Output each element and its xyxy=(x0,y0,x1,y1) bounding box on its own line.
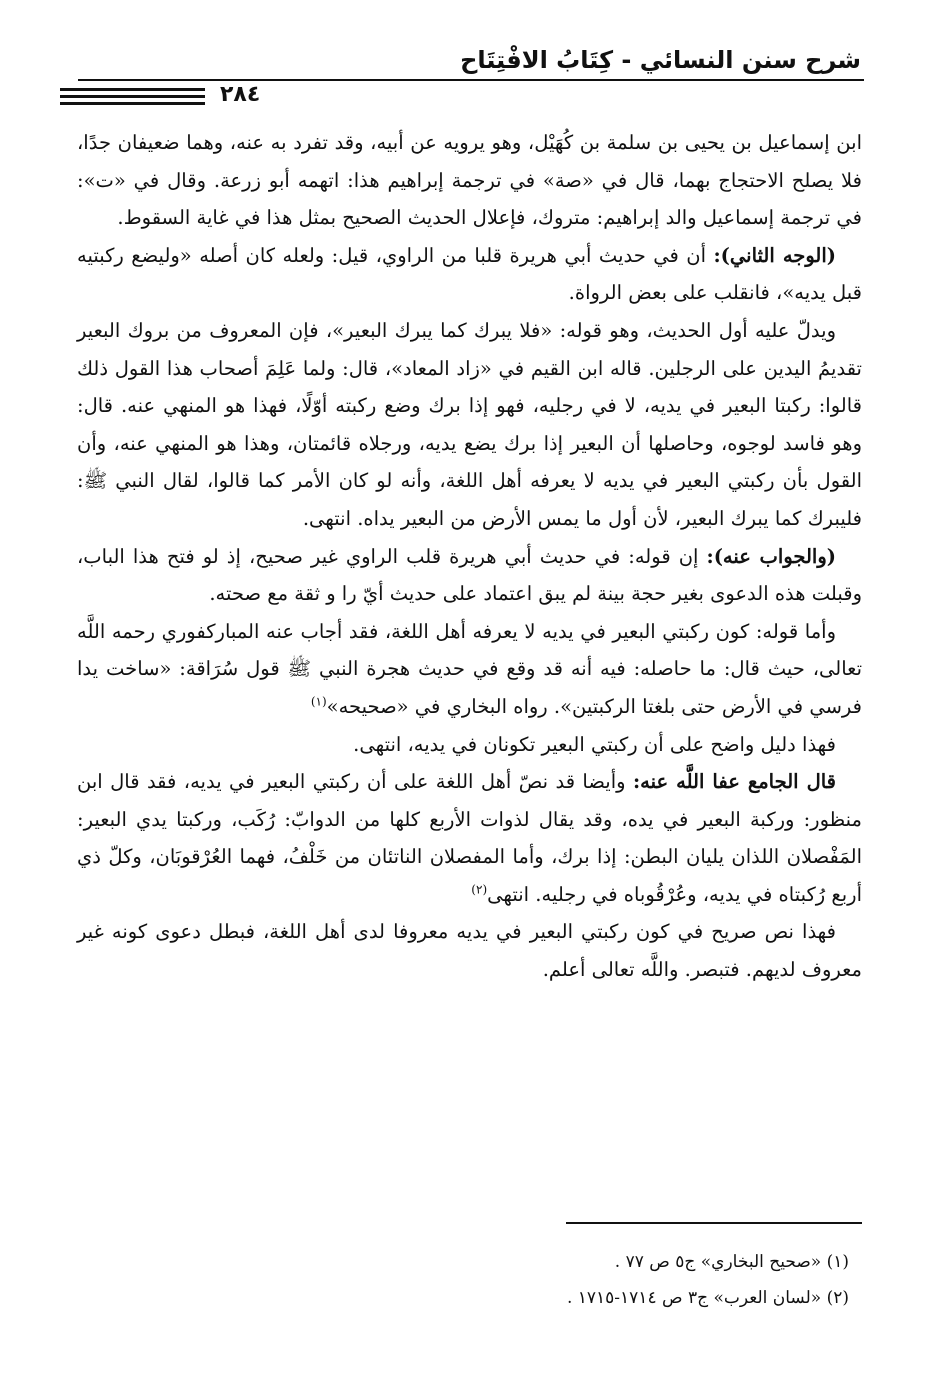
paragraph-4 xyxy=(77,538,862,613)
footnote-ref-2: (٢) xyxy=(471,882,488,897)
paragraph-2-lead: (الوجه الثاني): xyxy=(713,243,836,267)
page-number-block xyxy=(60,82,305,112)
paragraph-2 xyxy=(77,237,862,312)
paragraph-5-text: وأما قوله: كون ركبتي البعير في يديه لا يعرفه أهل اللغة، فقد أجاب عنه المباركفوري رحمه اللَّه تعالى، حيث قال: ما حاصله: فيه أنه قد وقع في حديث هجرة النبي ﷺ قول سُرَاقة: «ساخت يدا فرسي في الأرض حتى بلغتا الركبتين». رواه البخاري في «صحيحه» xyxy=(77,619,862,718)
footnotes xyxy=(567,1244,849,1316)
footnote-ref-1: (١) xyxy=(310,694,327,709)
page-number-ornament xyxy=(60,88,205,109)
paragraph-7-text: وأيضا قد نصّ أهل اللغة على أن ركبتي البعير في يديه، فقد قال ابن منظور: وركبة البعير في يده، وقد يقال لذوات الأربع كلها من الدوابّ: رُكَب، وركبتا يدي البعير: المَفْصلان اللذان يليان البطن: إذا برك، وأما المفصلان الناتئان من خَلْفُ، فهما العُرْقوبَان، وكلّ ذي أربع رُكبتاه في يديه، وعُرْقُوباه في رجليه. انتهى xyxy=(77,770,862,906)
paragraph-6: فهذا دليل واضح على أن ركبتي البعير تكونان في يديه، انتهى. xyxy=(353,732,836,756)
footnote-rule xyxy=(566,1222,862,1224)
paragraph-1: ابن إسماعيل بن يحيى بن سلمة بن كُهَيْل، وهو يرويه عن أبيه، وقد تفرد به عنه، وهما ضعيفان جدًا، فلا يصلح الاحتجاج بهما، قال في «صة» في ترجمة إبراهيم هذا: اتهمه أبو زرعة. وقال في «ت»: في ترجمة إسماعيل والد إبراهيم: متروك، فإعلال الحديث الصحيح بمثل هذا في غاية السقوط. xyxy=(77,131,862,230)
paragraph-4-text: إن قوله: في حديث أبي هريرة قلب الراوي غير صحيح، إذ لو فتح هذا الباب، وقبلت هذه الدعوى بغير حجة بينة لم يبق اعتماد على حديث أيّ را و ثقة مع صحته. xyxy=(77,544,862,606)
paragraph-4-lead: (والجواب عنه): xyxy=(706,544,836,568)
footnote-2: (٢) «لسان العرب» ج٣ ص ١٧١٤-١٧١٥ . xyxy=(566,1288,849,1308)
paragraph-7 xyxy=(77,763,862,913)
running-head-title: شرح سنن النسائي - كِتَابُ الافْتِتَاح xyxy=(460,46,861,74)
body-text xyxy=(77,124,862,989)
footnote-1: (١) «صحيح البخاري» ج٥ ص ٧٧ . xyxy=(614,1252,849,1272)
paragraph-5 xyxy=(77,613,862,726)
paragraph-3: ويدلّ عليه أول الحديث، وهو قوله: «فلا يبرك كما يبرك البعير»، فإن المعروف من بروك البعير تقديمُ اليدين على الرجلين. قاله ابن القيم في «زاد المعاد»، قال: ولما عَلِمَ أصحاب هذا القول ذلك قالوا: ركبتا البعير في يديه، لا في رجليه، فهو إذا برك وضع ركبته أوّلًا، فهذا هو المنهي عنه. قال: وهو فاسد لوجوه، وحاصلها أن البعير إذا برك يضع يديه، ورجلاه قائمتان، وهذا هو المنهي عنه، وأن القول بأن ركبتي البعير في يديه لا يعرفه أهل اللغة، وأنه لو كان الأمر كما قالوا، لقال النبي ﷺ: فليبرك كما يبرك البعير، لأن أول ما يمس الأرض من البعير يداه. انتهى. xyxy=(77,318,862,530)
page-number: ٢٨٤ xyxy=(220,82,261,107)
paragraph-8: فهذا نص صريح في كون ركبتي البعير في يديه معروفا لدى أهل اللغة، فبطل دعوى كونه غير معروف لديهم. فتبصر. واللَّه تعالى أعلم. xyxy=(77,920,862,982)
header-rule xyxy=(78,79,864,81)
paragraph-7-lead: قال الجامع عفا اللَّه عنه: xyxy=(632,770,837,794)
paragraph-2-text: أن في حديث أبي هريرة قلبا من الراوي، قيل: ولعله كان أصله «وليضع ركبتيه قبل يديه»، فانقلب على بعض الرواة. xyxy=(77,243,862,305)
